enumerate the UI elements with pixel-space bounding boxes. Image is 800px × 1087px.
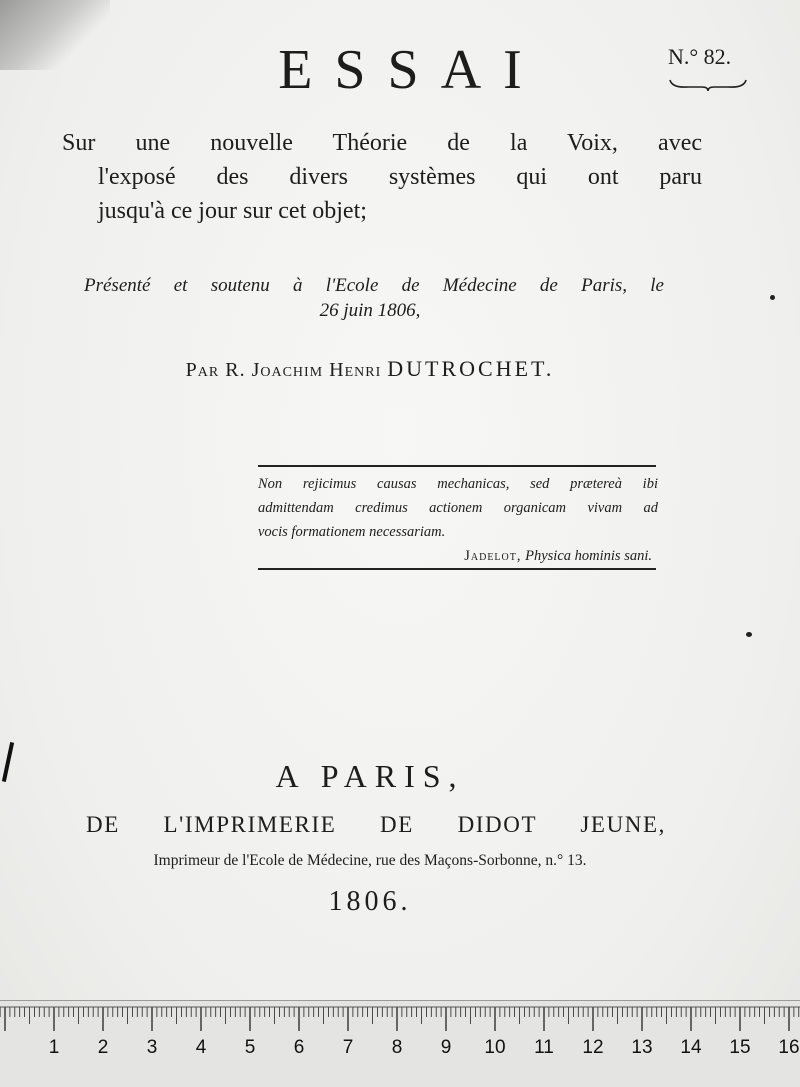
author-surname: DUTROCHET. xyxy=(387,356,555,381)
epigraph-top-rule xyxy=(258,465,656,467)
ruler-label: 2 xyxy=(97,1037,109,1058)
attribution-work: Physica hominis sani. xyxy=(525,548,652,564)
epigraph-attribution xyxy=(258,544,658,568)
subtitle-line: jusqu'à ce jour sur cet objet; xyxy=(98,198,367,224)
author-prefix: Par R. Joachim Henri xyxy=(185,359,382,381)
subtitle-line: l'exposé des divers systèmes qui ont paru xyxy=(98,164,702,190)
epigraph-line: Non rejicimus causas mechanicas, sed prætereà ibi xyxy=(258,476,658,492)
epigraph-bottom-rule xyxy=(258,568,656,570)
ruler-label: 9 xyxy=(440,1037,452,1058)
imprint-year: 1806. xyxy=(328,886,412,917)
imprint-address: Imprimeur de l'Ecole de Médecine, rue des Maçons-Sorbonne, n.° 13. xyxy=(153,852,587,869)
number-brace-decoration xyxy=(668,78,748,92)
imprint-printer: DE L'IMPRIMERIE DE DIDOT JEUNE, xyxy=(86,812,666,837)
ruler-label: 13 xyxy=(631,1037,653,1058)
ruler-label: 4 xyxy=(195,1037,207,1058)
ink-speck xyxy=(770,295,775,300)
epigraph-line: admittendam credimus actionem organicam vivam ad xyxy=(258,500,658,516)
ruler-label: 12 xyxy=(582,1037,604,1058)
document-title: ESSAI xyxy=(278,39,544,101)
presentation-note: Présenté et soutenu à l'Ecole de Médecine de Paris, le xyxy=(84,275,664,296)
ruler-label: 7 xyxy=(342,1037,354,1058)
presentation-date: 26 juin 1806, xyxy=(319,300,421,321)
ruler-label: 14 xyxy=(680,1037,702,1058)
attribution-author: Jadelot, xyxy=(464,548,522,564)
ruler-label: 11 xyxy=(534,1037,554,1058)
ruler-label: 3 xyxy=(146,1037,158,1058)
ruler-label: 10 xyxy=(484,1037,506,1058)
epigraph-line: vocis formationem necessariam. xyxy=(258,524,446,540)
document-number: N.° 82. xyxy=(668,44,732,69)
ruler-label: 8 xyxy=(391,1037,403,1058)
ruler-label: 16 xyxy=(778,1037,800,1058)
author-line xyxy=(0,356,740,382)
epigraph xyxy=(258,472,658,568)
ink-speck xyxy=(746,632,752,637)
subtitle-line: Sur une nouvelle Théorie de la Voix, avec xyxy=(62,130,702,156)
imprint-city: A PARIS, xyxy=(275,758,465,794)
ruler-label: 6 xyxy=(293,1037,305,1058)
ruler-label: 15 xyxy=(729,1037,751,1058)
ruler-label: 5 xyxy=(244,1037,256,1058)
ruler-label: 1 xyxy=(48,1037,60,1058)
document-subtitle xyxy=(62,126,702,228)
measuring-ruler xyxy=(0,1000,800,1087)
